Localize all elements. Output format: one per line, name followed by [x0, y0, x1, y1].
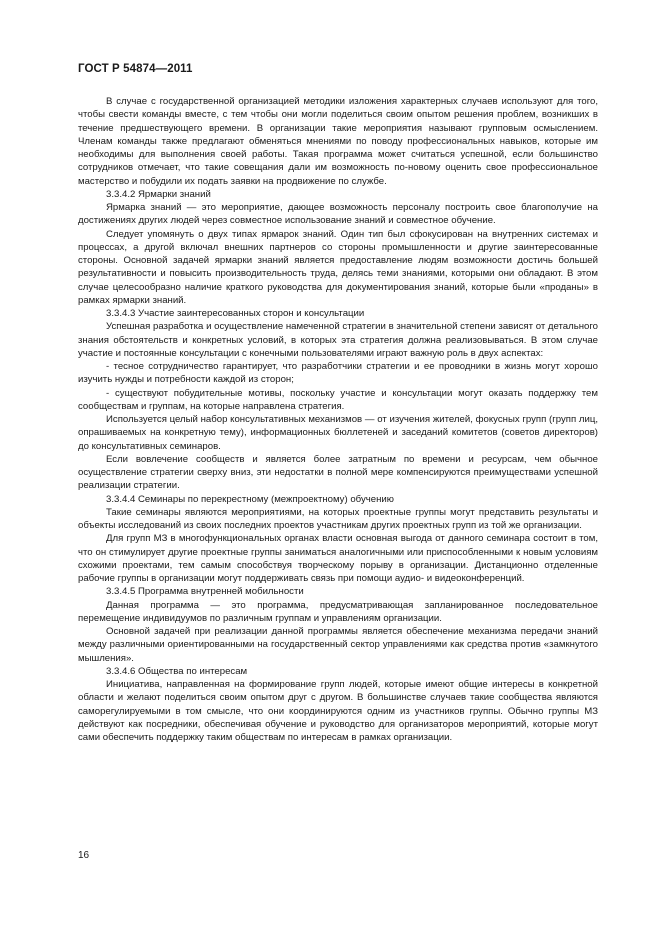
section-heading: 3.3.4.2 Ярмарки знаний — [106, 188, 211, 200]
list-item: - тесное сотрудничество гарантирует, что разработчики стратегии и ее проводники в жизнь могут хорошо изучить нужды и потребности каждой из сторон; — [78, 361, 598, 386]
body-text — [78, 95, 598, 744]
paragraph: Используется целый набор консультативных механизмов — от изучения жителей, фокусных групп (групп лиц, опрашиваемых на конкретную тему), информационных бюллетеней и заседаний комитетов (советов директоров) до консультативных семинаров. — [78, 414, 598, 452]
section-heading: 3.3.4.5 Программа внутренней мобильности — [106, 586, 304, 598]
section-heading: 3.3.4.4 Семинары по перекрестному (межпроектному) обучению — [106, 493, 394, 505]
section-heading: 3.3.4.3 Участие заинтересованных сторон и консультации — [106, 308, 365, 319]
paragraph: Инициатива, направленная на формирование групп людей, которые имеют общие интересы в конкретной области и желают поделиться своим опытом друг с другом. В большинстве случаев такие сообщества являются саморегулируемыми в том смысле, что они координируются одним из участников группы. Обычно группы МЗ действуют как посредники, обеспечивая обучение и руководство для организаторов мероприятий, которые могут сами обеспечить поддержку таким обществам по интересам в рамках организации. — [78, 679, 598, 743]
paragraph: В случае с государственной организацией методики изложения характерных случаев используют для того, чтобы свести команды вместе, с тем чтобы они могли поделиться своим опытом решения проблем, возникших в течение предшествующего времени. В организации такие мероприятия называют групповым осмыслением. Членам команды также предлагают обменяться мнениями по поводу профессиональных навыков, которые им необходимы для выполнения своей работы. Такая программа может считаться успешной, если большинство сотрудников отмечает, что такие совещания дали им возможность по-новому оценить свое профессиональное мастерство и побудили их подать заявки на продвижение по службе. — [78, 96, 598, 187]
list-item: - существуют побудительные мотивы, поскольку участие и консультации могут оказать поддержку тем сообществам и группам, на которые направлена стратегия. — [78, 387, 598, 412]
page-number: 16 — [78, 850, 90, 861]
paragraph: Основной задачей при реализации данной программы является обеспечение механизма передачи знаний между различными ориентированными на государственный сектор управлениями как средства против «замкнутого мышления». — [78, 626, 598, 664]
paragraph: Успешная разработка и осуществление намеченной стратегии в значительной степени зависят от детального знания обстоятельств и конкретных условий, в которых эта стратегия должна реализовываться. В этом случае участие и постоянные консультации с конечными пользователями играют важную роль в двух аспектах: — [78, 321, 598, 359]
paragraph: Если вовлечение сообществ и является более затратным по времени и ресурсам, чем обычное осуществление стратегии сверху вниз, эти недостатки в полной мере компенсируются преимуществами успешной реализации стратегии. — [78, 453, 598, 492]
paragraph: Для групп МЗ в многофункциональных органах власти основная выгода от данного семинара состоит в том, что он стимулирует другие проектные группы заниматься аналогичными или приспособленными к новым условиям схожими проектами, тем самым способствуя творческому порыву в организации. Дистанционно отделенные рабочие группы в организации могут поддерживать связь при помощи аудио- и видеоконференций. — [78, 533, 598, 584]
paragraph: Данная программа — это программа, предусматривающая запланированное последовательное перемещение индивидуумов по различным группам и управлениям организации. — [78, 599, 598, 624]
paragraph: Следует упомянуть о двух типах ярмарок знаний. Один тип был сфокусирован на внутренних системах и процессах, а другой включал внешних партнеров со стороны промышленности и другие заинтересованные стороны. Основной задачей ярмарки знаний является предоставление людям возможности достичь большей результативности и повысить производительность труда, делясь теми знаниями, которыми они обладают. В этом случае целесообразно наличие краткого руководства для документирования знаний, которые были «проданы» в рамках ярмарки знаний. — [78, 228, 598, 306]
paragraph: Такие семинары являются мероприятиями, на которых проектные группы могут представить результаты и объекты исследований из своих последних проектов участникам других проектных групп из той же организации. — [78, 506, 598, 531]
section-heading: 3.3.4.6 Общества по интересам — [106, 665, 248, 677]
standard-code-header: ГОСТ Р 54874—2011 — [78, 63, 193, 75]
paragraph: Ярмарка знаний — это мероприятие, дающее возможность персоналу построить свое благополучие на достижениях других людей через совместное использование знаний и совместное обучение. — [78, 202, 598, 227]
